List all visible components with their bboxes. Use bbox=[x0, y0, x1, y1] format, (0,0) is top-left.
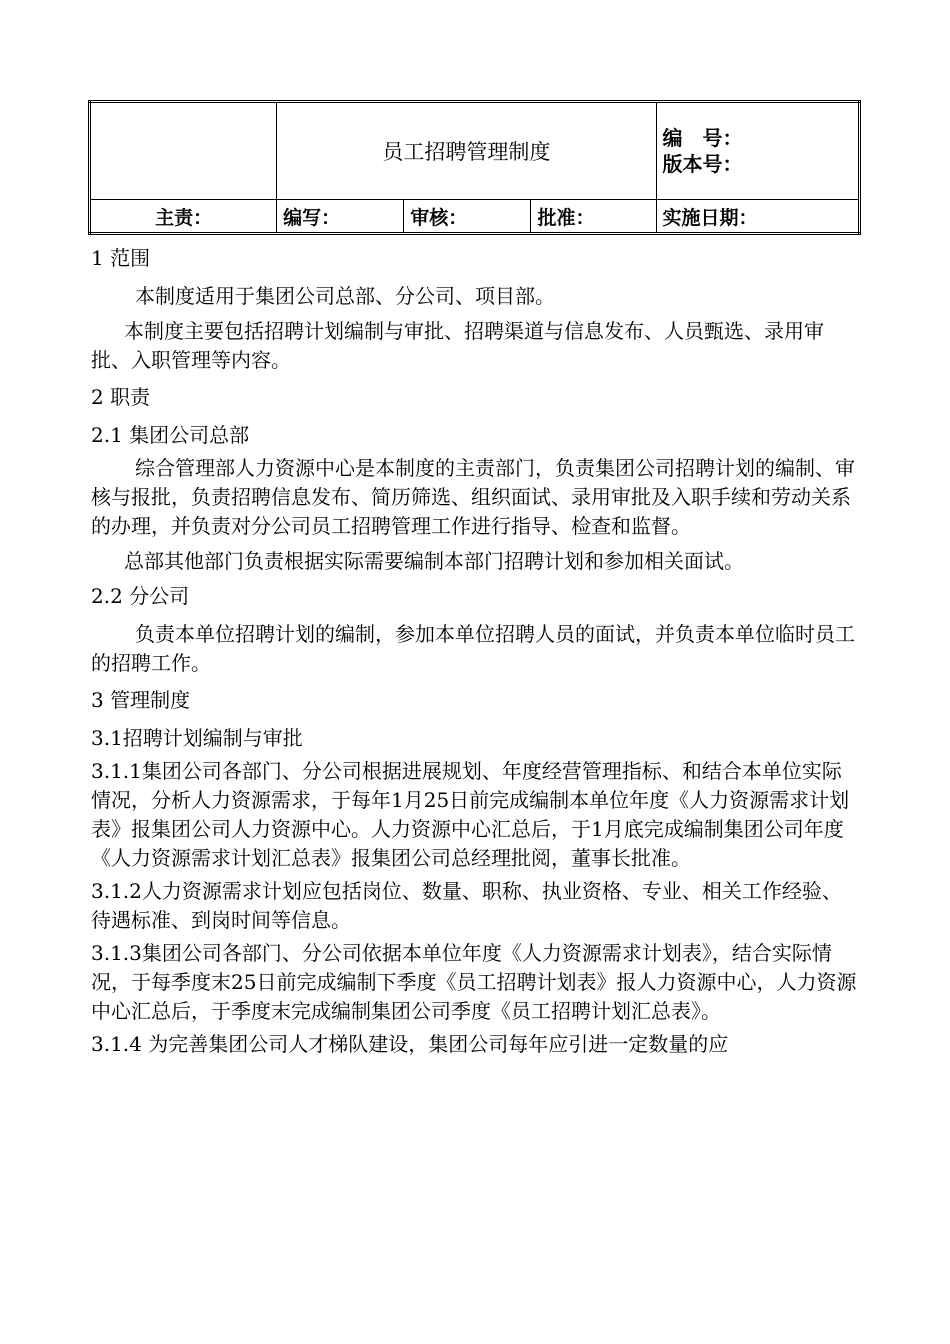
effective-date-label: 实施日期： bbox=[656, 200, 859, 234]
clause-paragraph: 3.1.2人力资源需求计划应包括岗位、数量、职称、执业资格、专业、相关工作经验、待遇标准、到岗时间等信息。 bbox=[91, 879, 842, 932]
section-heading: 1 范围 bbox=[91, 246, 151, 270]
version-label: 版本号： bbox=[662, 152, 743, 176]
document-meta-cell bbox=[656, 102, 859, 200]
section-heading: 3 管理制度 bbox=[91, 688, 191, 712]
subsection-heading: 2.1 集团公司总部 bbox=[91, 423, 250, 447]
approver-label: 批准： bbox=[531, 200, 656, 234]
owner-label: 主责： bbox=[90, 200, 277, 234]
clause-paragraph: 3.1.1集团公司各部门、分公司根据进展规划、年度经营管理指标、和结合本单位实际情况，分析人力资源需求，于每年1月25日前完成编制本单位年度《人力资源需求计划表》报集团公司人力资源中心。人力资源中心汇总后，于1月底完成编制集团公司年度《人力资源需求计划汇总表》报集团公司总经理批阅，董事长批准。 bbox=[91, 759, 850, 870]
paragraph: 负责本单位招聘计划的编制，参加本单位招聘人员的面试，并负责本单位临时员工的招聘工作。 bbox=[91, 622, 855, 675]
subsection-heading: 3.1招聘计划编制与审批 bbox=[91, 726, 303, 750]
document-body bbox=[91, 244, 861, 1063]
paragraph: 综合管理部人力资源中心是本制度的主责部门，负责集团公司招聘计划的编制、审核与报批，负责招聘信息发布、简历筛选、组织面试、录用审批及入职手续和劳动关系的办理，并负责对分公司员工招聘管理工作进行指导、检查和监督。 bbox=[91, 456, 855, 538]
paragraph: 本制度主要包括招聘计划编制与审批、招聘渠道与信息发布、人员甄选、录用审批、入职管理等内容。 bbox=[91, 319, 824, 372]
document-title: 员工招聘管理制度 bbox=[277, 102, 656, 200]
section-heading: 2 职责 bbox=[91, 385, 151, 409]
number-label: 编 号： bbox=[662, 126, 743, 150]
subsection-heading: 2.2 分公司 bbox=[91, 584, 190, 608]
clause-paragraph: 3.1.3集团公司各部门、分公司依据本单位年度《人力资源需求计划表》，结合实际情况，于每季度末25日前完成编制下季度《员工招聘计划表》报人力资源中心，人力资源中心汇总后，于季度末完成编制集团公司季度《员工招聘计划汇总表》。 bbox=[91, 941, 857, 1023]
paragraph: 本制度适用于集团公司总部、分公司、项目部。 bbox=[135, 284, 555, 308]
paragraph: 总部其他部门负责根据实际需要编制本部门招聘计划和参加相关面试。 bbox=[124, 549, 744, 573]
author-label: 编写： bbox=[277, 200, 404, 234]
clause-paragraph: 3.1.4 为完善集团公司人才梯队建设，集团公司每年应引进一定数量的应 bbox=[91, 1032, 729, 1056]
reviewer-label: 审核： bbox=[404, 200, 531, 234]
logo-cell bbox=[90, 102, 277, 200]
document-header-table bbox=[88, 100, 861, 235]
